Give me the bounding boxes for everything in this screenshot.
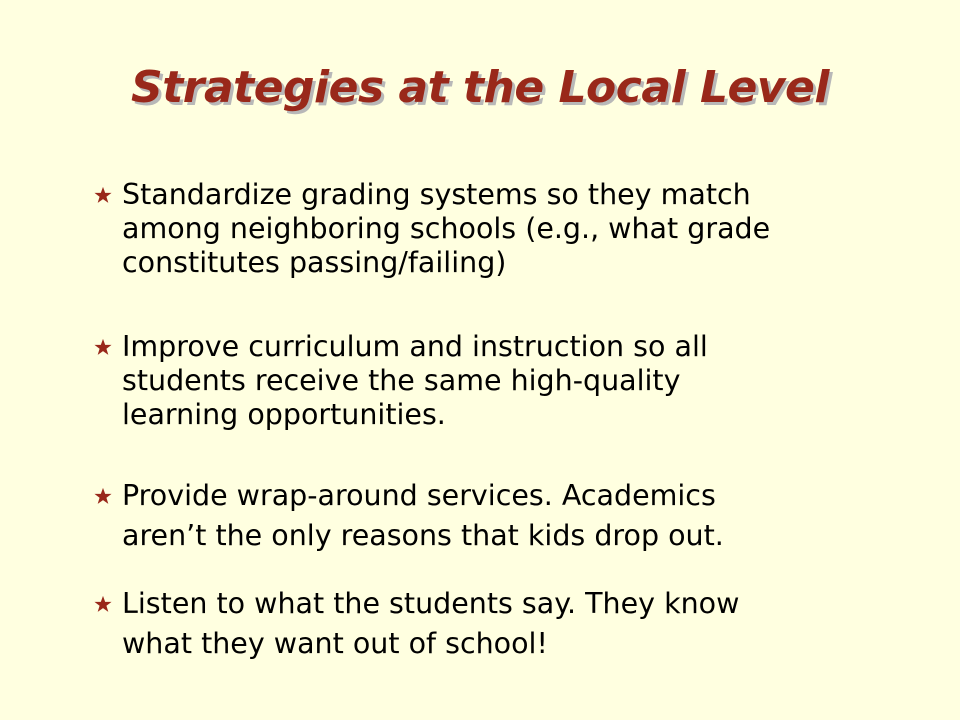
- bullet-item: [94, 178, 894, 330]
- star-icon: [94, 338, 112, 356]
- bullet-line: Provide wrap-around services. Academics: [122, 479, 716, 512]
- bullet-line: Listen to what the students say. They know: [122, 587, 740, 620]
- bullet-item: [94, 476, 894, 588]
- bullet-line: among neighboring schools (e.g., what grade: [122, 212, 771, 245]
- bullet-line: Improve curriculum and instruction so all: [122, 330, 708, 363]
- star-icon: [94, 595, 112, 613]
- bullet-line: what they want out of school!: [122, 627, 548, 660]
- bullet-line: learning opportunities.: [122, 398, 446, 431]
- star-icon: [94, 487, 112, 505]
- star-icon: [94, 186, 112, 204]
- bullet-item: [94, 330, 894, 482]
- bullet-line: constitutes passing/failing): [122, 246, 507, 279]
- bullet-list: [94, 178, 894, 674]
- bullet-line: aren’t the only reasons that kids drop out.: [122, 519, 724, 552]
- bullet-line: students receive the same high-quality: [122, 364, 681, 397]
- slide-title: Strategies at the Local Level: [131, 62, 829, 113]
- bullet-item: [94, 584, 894, 664]
- bullet-line: Standardize grading systems so they match: [122, 178, 751, 211]
